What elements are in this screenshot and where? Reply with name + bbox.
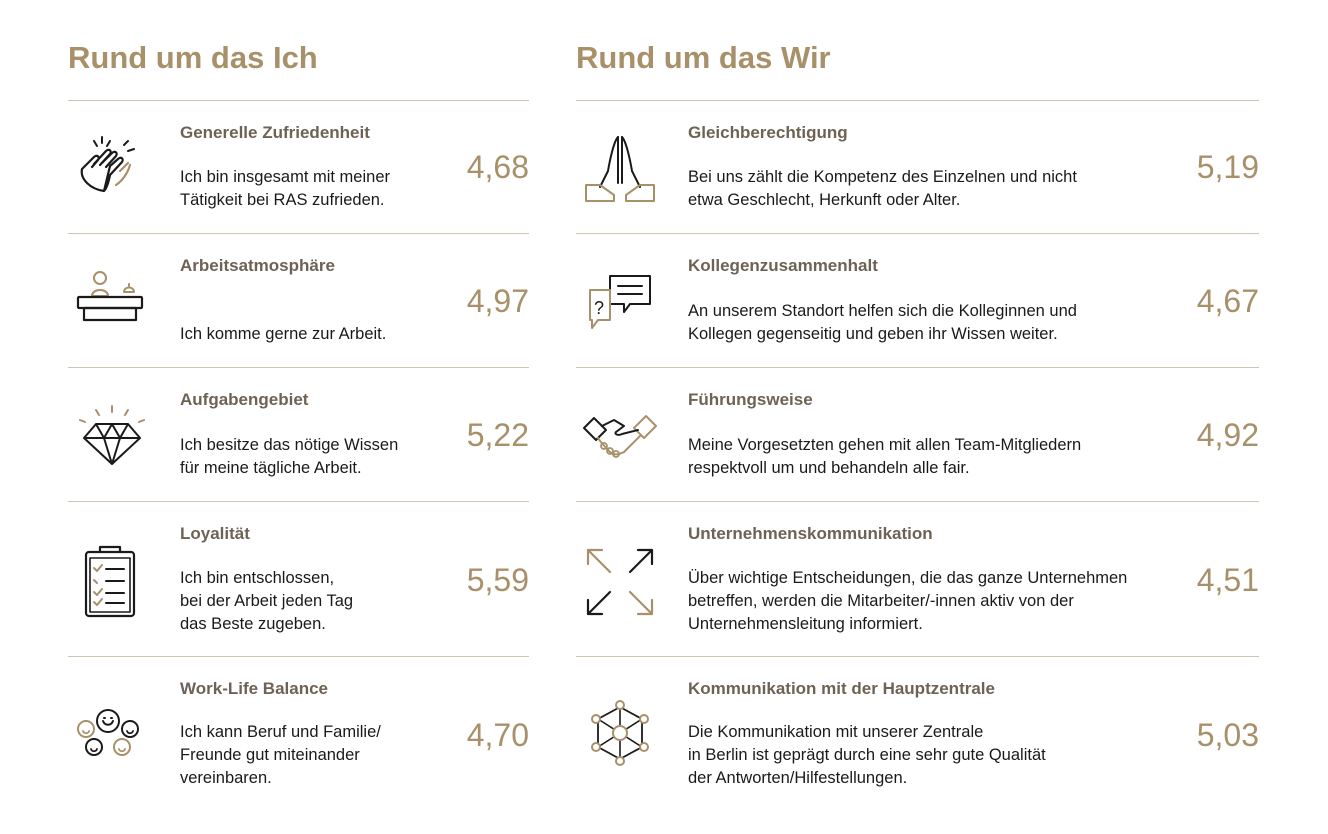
item-title: Generelle Zufriedenheit [180, 123, 370, 142]
item-title: Kommunikation mit der Hauptzentrale [688, 679, 995, 698]
survey-item-loyalitaet [68, 502, 529, 657]
score-value: 4,67 [1196, 283, 1259, 319]
score-value: 5,22 [466, 417, 529, 453]
item-text: An unserem Standort helfen sich die Kolleginnen und Kollegen gegenseitig und geben ihr Wissen weiter. [688, 302, 1077, 343]
item-title: Gleichberechtigung [688, 123, 848, 142]
score-value: 5,19 [1196, 149, 1259, 185]
item-text: Ich bin entschlossen, bei der Arbeit jeden Tag das Beste zugeben. [180, 569, 354, 633]
item-title: Work-Life Balance [180, 679, 329, 698]
score-value: 4,92 [1196, 417, 1259, 453]
item-title: Unternehmenskommunikation [688, 524, 933, 543]
item-text: Ich komme gerne zur Arbeit. [180, 325, 387, 343]
item-text: Ich bin insgesamt mit meiner Tätigkeit bei RAS zufrieden. [180, 168, 390, 209]
item-text: Die Kommunikation mit unserer Zentrale in Berlin ist geprägt durch eine sehr gute Qualität der Antworten/Hilfestellungen. [688, 723, 1046, 787]
score-value: 5,03 [1196, 717, 1259, 753]
clipboard-checklist-icon [72, 544, 152, 624]
survey-item-unternehmenskommunikation [576, 502, 1259, 657]
item-title: Loyalität [180, 524, 250, 543]
section-heading-wir: Rund um das Wir [576, 40, 831, 75]
score-value: 4,70 [466, 717, 529, 753]
survey-item-gleichberechtigung [576, 101, 1259, 234]
clapping-hands-icon [72, 129, 152, 209]
section-heading-ich: Rund um das Ich [68, 40, 318, 75]
item-text: Ich kann Beruf und Familie/ Freunde gut miteinander vereinbaren. [180, 723, 381, 787]
survey-item-zufriedenheit [68, 101, 529, 234]
score-value: 5,59 [466, 562, 529, 598]
praying-hands-icon [580, 131, 660, 211]
survey-item-hauptzentrale [576, 657, 1259, 807]
diamond-icon [72, 396, 152, 476]
survey-item-fuehrungsweise [576, 368, 1259, 501]
item-title: Kollegenzusammenhalt [688, 256, 878, 275]
network-icon [580, 695, 660, 775]
speech-bubbles-icon [580, 264, 660, 344]
item-title: Führungsweise [688, 390, 813, 409]
item-text: Ich besitze das nötige Wissen für meine tägliche Arbeit. [180, 436, 399, 477]
survey-item-arbeitsatmosphaere [68, 234, 529, 368]
item-text: Meine Vorgesetzten gehen mit allen Team-Mitgliedern respektvoll um und behandeln alle fair. [688, 436, 1082, 477]
expand-arrows-icon [580, 542, 660, 622]
score-value: 4,97 [466, 283, 529, 319]
survey-item-work-life-balance [68, 657, 529, 807]
item-title: Aufgabengebiet [180, 390, 309, 409]
smiley-faces-icon [72, 697, 152, 777]
item-title: Arbeitsatmosphäre [180, 256, 335, 275]
score-value: 4,51 [1196, 562, 1259, 598]
reception-desk-icon [72, 262, 152, 342]
survey-item-kollegenzusammenhalt [576, 234, 1259, 368]
score-value: 4,68 [466, 149, 529, 185]
item-text: Bei uns zählt die Kompetenz des Einzelnen und nicht etwa Geschlecht, Herkunft oder Alter. [688, 168, 1077, 209]
survey-item-aufgabengebiet [68, 368, 529, 501]
handshake-icon [580, 396, 660, 476]
item-text: Über wichtige Entscheidungen, die das ganze Unternehmen betreffen, werden die Mitarbeiter/-innen aktiv von der Unternehmensleitung informiert. [688, 569, 1128, 633]
svg-text:?: ? [594, 298, 605, 318]
